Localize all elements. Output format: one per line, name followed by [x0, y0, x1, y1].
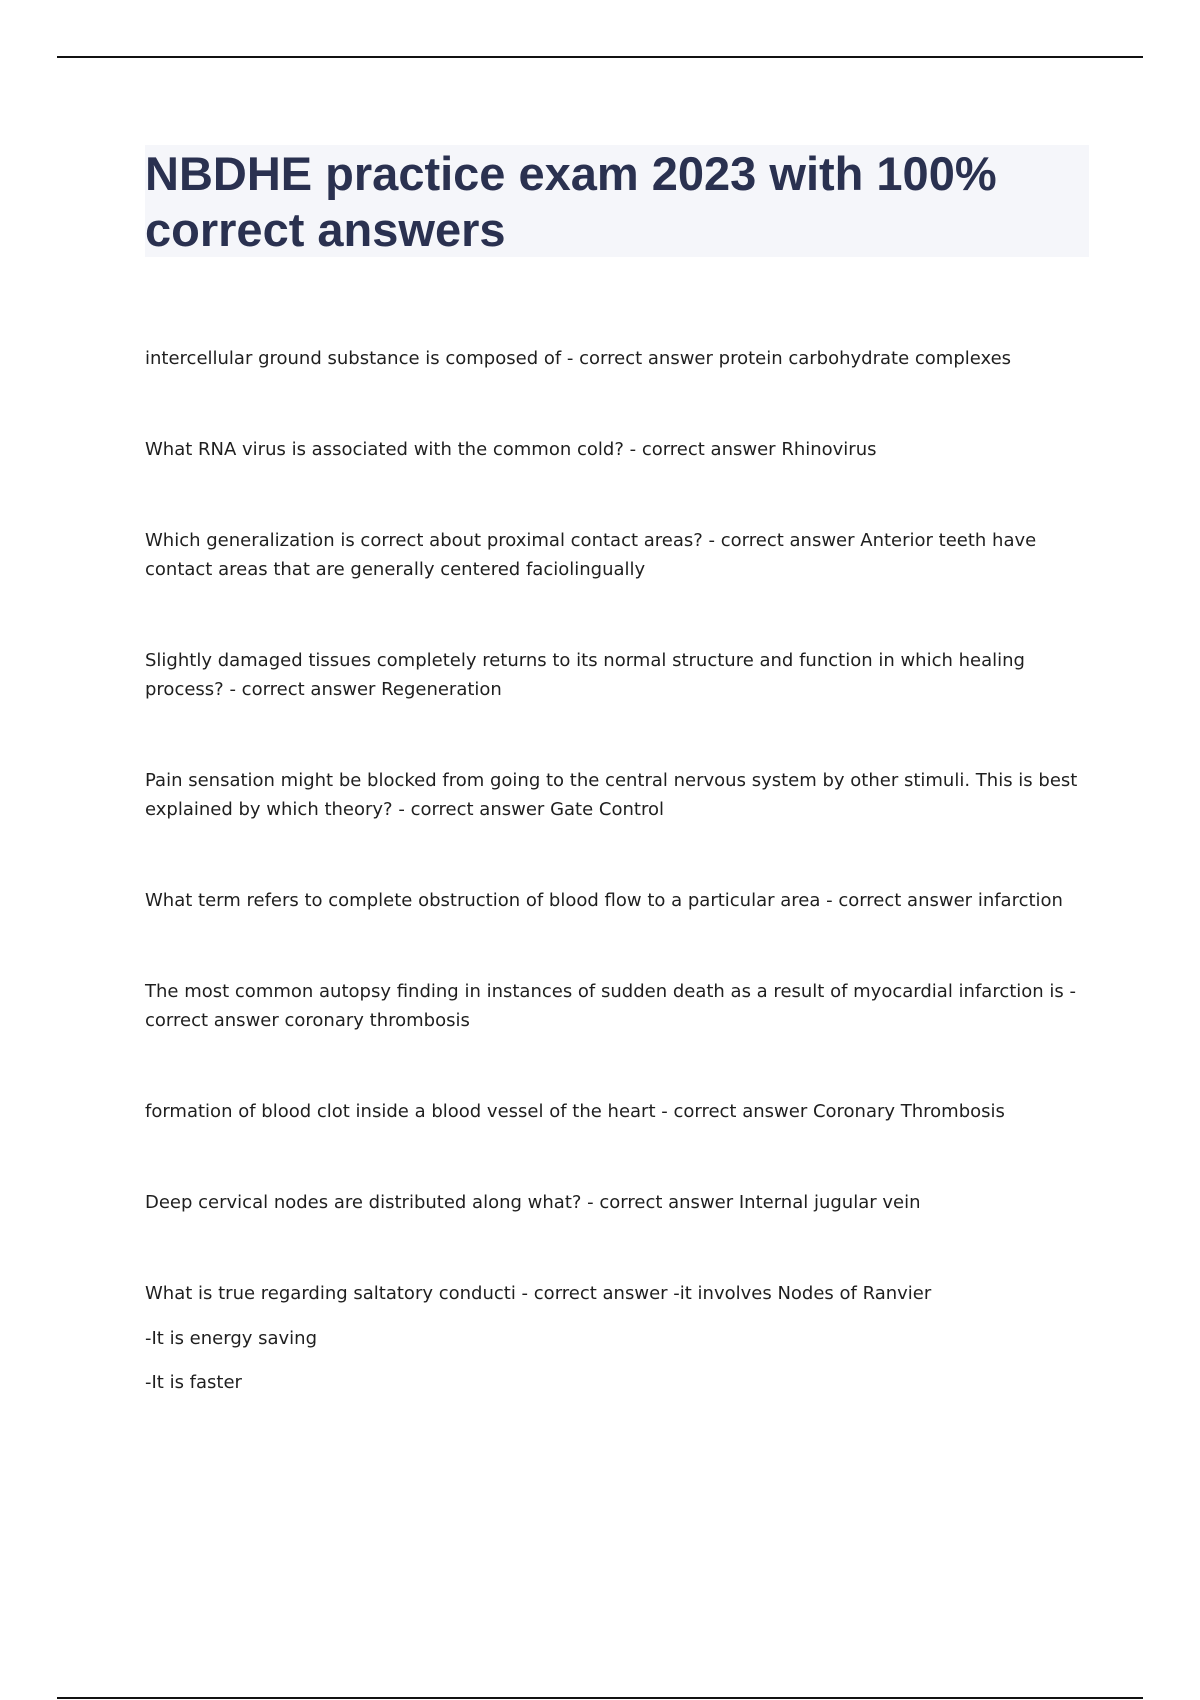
qa-list [145, 344, 1085, 1397]
question-text: formation of blood clot inside a blood vessel of the heart - [145, 1101, 674, 1122]
answer-text: Regeneration [381, 679, 502, 700]
question-text: Pain sensation might be blocked from going to the central nervous system by other stimuli. This is best explained by which theory? - [145, 770, 1078, 820]
qa-item [145, 435, 1085, 464]
answer-text: Rhinovirus [781, 439, 877, 460]
question-text: intercellular ground substance is composed of - [145, 348, 580, 369]
answer-label: correct answer [410, 799, 545, 820]
answer-text: Coronary Thrombosis [812, 1101, 1005, 1122]
question-text: What is true regarding saltatory conducti - [145, 1283, 534, 1304]
qa-item [145, 1097, 1085, 1126]
document-title: NBDHE practice exam 2023 with 100% correct answers [145, 147, 997, 256]
answer-label: correct answer [673, 1101, 808, 1122]
answer-continuation-line: -It is faster [145, 1372, 242, 1393]
answer-continuation-line: -It is energy saving [145, 1328, 318, 1349]
question-text: What RNA virus is associated with the common cold? - [145, 439, 642, 460]
answer-text: Anterior teeth have contact areas that are generally centered faciolingually [145, 530, 1037, 580]
answer-label: correct answer [241, 679, 376, 700]
answer-text: protein carbohydrate complexes [718, 348, 1012, 369]
question-text: What term refers to complete obstruction of blood flow to a particular area - [145, 890, 839, 911]
answer-label: correct answer [533, 1283, 668, 1304]
answer-label: correct answer [599, 1192, 734, 1213]
answer-label: correct answer [641, 439, 776, 460]
answer-text: Internal jugular vein [738, 1192, 921, 1213]
qa-item [145, 886, 1085, 915]
answer-text: infarction [977, 890, 1063, 911]
question-text: The most common autopsy finding in instances of sudden death as a result of myocardial infarction is - [145, 981, 1077, 1002]
question-text: Slightly damaged tissues completely returns to its normal structure and function in which healing process? - [145, 650, 1025, 700]
qa-item [145, 1279, 1085, 1308]
question-text: Which generalization is correct about proximal contact areas? - [145, 530, 721, 551]
header-rule [57, 56, 1143, 58]
qa-item [145, 526, 1085, 584]
qa-item [145, 977, 1085, 1035]
qa-item [145, 344, 1085, 373]
qa-item [145, 766, 1085, 824]
answer-text: Gate Control [550, 799, 664, 820]
qa-item [145, 646, 1085, 704]
question-text: Deep cervical nodes are distributed along what? - [145, 1192, 600, 1213]
qa-item [145, 1188, 1085, 1217]
answer-label: correct answer [579, 348, 713, 369]
answer-text: coronary thrombosis [284, 1010, 470, 1031]
answer-label: correct answer [838, 890, 973, 911]
footer-rule [57, 1697, 1143, 1699]
answer-text: -it involves Nodes of Ranvier [673, 1283, 932, 1304]
answer-label: correct answer [720, 530, 855, 551]
answer-label: correct answer [145, 1010, 279, 1031]
